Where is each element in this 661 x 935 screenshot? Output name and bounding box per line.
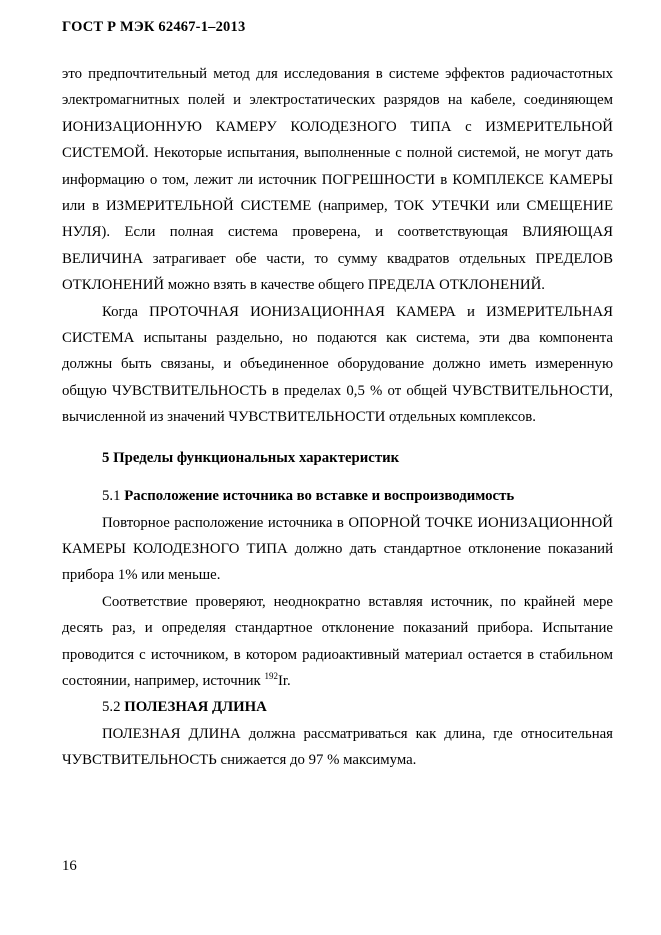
subsection-5-1-title: Расположение источника во вставке и воспроизводимость (124, 488, 515, 505)
paragraph-useful-length: ПОЛЕЗНАЯ ДЛИНА должна рассматриваться как длина, где относительная ЧУВСТВИТЕЛЬНОСТЬ снижается до 97 % максимума. (62, 725, 613, 769)
subsection-5-1-number: 5.1 (102, 488, 121, 505)
section-5-heading: 5 Пределы функциональных характеристик (102, 449, 400, 466)
page-number: 16 (62, 858, 77, 874)
subsection-5-2-number: 5.2 (102, 699, 121, 716)
subsection-5-1-heading (62, 483, 613, 509)
paragraph-chamber-system: Когда ПРОТОЧНАЯ ИОНИЗАЦИОННАЯ КАМЕРА и ИЗМЕРИТЕЛЬНАЯ СИСТЕМА испытаны раздельно, но подаются как система, эти два компонента должны быть связаны, и объединенное оборудование должно иметь измеренную общую ЧУВСТВИТЕЛЬНОСТЬ в пределах 0,5 % от общей ЧУВСТВИТЕЛЬНОСТИ, вычисленной из значений ЧУВСТВИТЕЛЬНОСТИ отдельных комплексов. (62, 303, 613, 426)
isotope-symbol: Ir. (277, 672, 291, 689)
compliance-text: Соответствие проверяют, неоднократно вставляя источник, по крайней мере десять раз, и определяя стандартное отклонение показаний прибора. Испытание проводится с источником, в котором радиоактивный материал остается в стабильном состоянии, например, источник (62, 593, 613, 689)
document-header: ГОСТ Р МЭК 62467-1–2013 (62, 19, 246, 35)
subsection-5-2-heading (62, 694, 613, 720)
paragraph-source-positioning: Повторное расположение источника в ОПОРНОЙ ТОЧКЕ ИОНИЗАЦИОННОЙ КАМЕРЫ КОЛОДЕЗНОГО ТИПА должно дать стандартное отклонение показаний прибора 1% или меньше. (62, 514, 613, 584)
paragraph-compliance-check (62, 589, 613, 695)
paragraph-continuation: это предпочтительный метод для исследования в системе эффектов радиочастотных электромагнитных полей и электростатических разрядов на кабеле, соединяющем ИОНИЗАЦИОННУЮ КАМЕРУ КОЛОДЕЗНОГО ТИПА с ИЗМЕРИТЕЛЬНОЙ СИСТЕМОЙ. Некоторые испытания, выполненные с полной системой, не могут дать информацию о том, лежит ли источник ПОГРЕШНОСТИ в КОМПЛЕКСЕ КАМЕРЫ или в ИЗМЕРИТЕЛЬНОЙ СИСТЕМЕ (например, ТОК УТЕЧКИ или СМЕЩЕНИЕ НУЛЯ). Если полная система проверена, и соответствующая ВЛИЯЮЩАЯ ВЕЛИЧИНА затрагивает обе части, то сумму квадратов отдельных ПРЕДЕЛОВ ОТКЛОНЕНИЙ можно взять в качестве общего ПРЕДЕЛА ОТКЛОНЕНИЙ. (62, 66, 613, 294)
subsection-5-2-title: ПОЛЕЗНАЯ ДЛИНА (124, 699, 267, 716)
isotope-mass-number: 192 (264, 670, 278, 681)
page-content (62, 61, 613, 774)
